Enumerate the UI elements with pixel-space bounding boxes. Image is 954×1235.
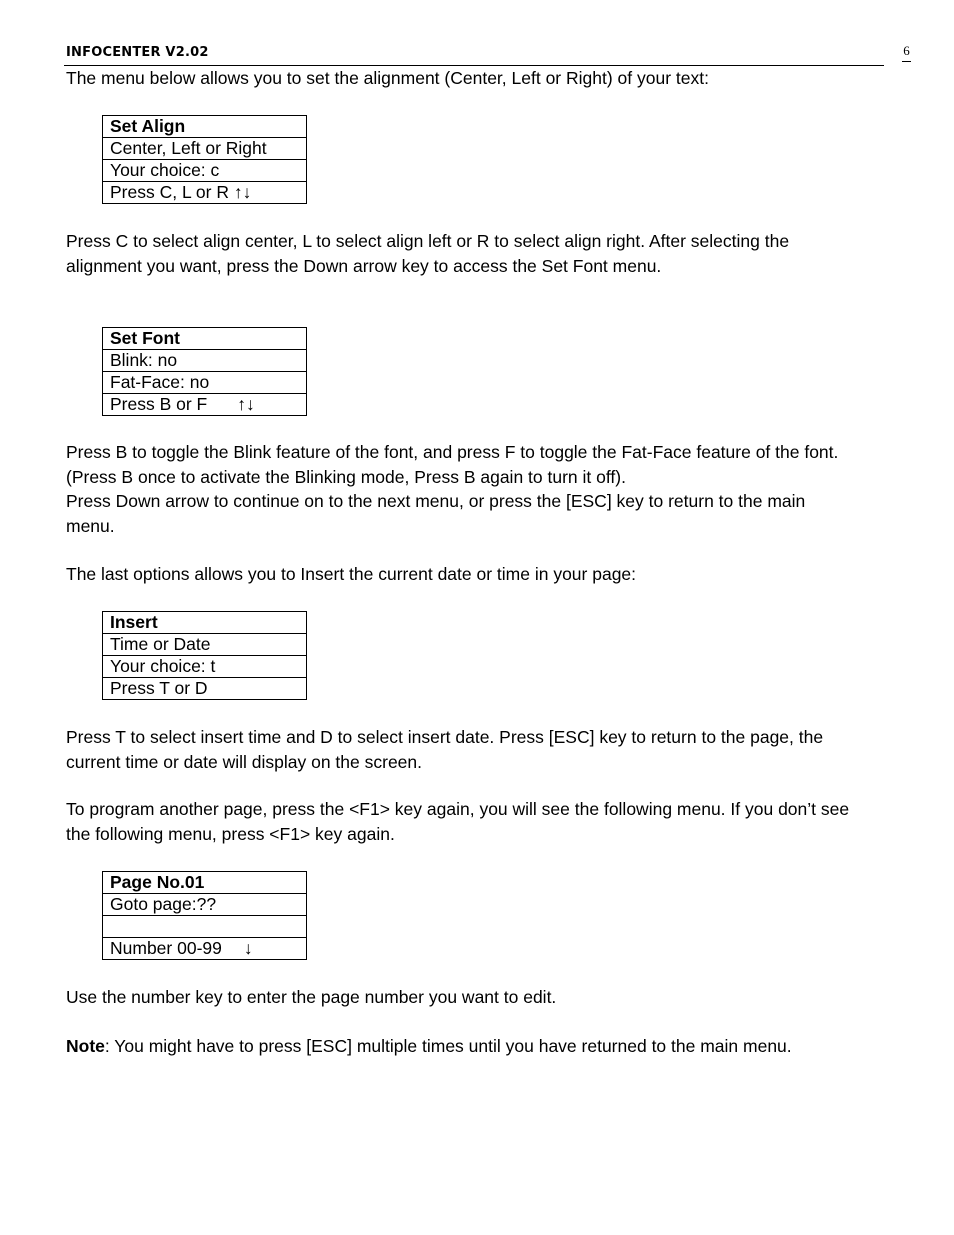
insert-row-options: Time or Date (103, 634, 307, 656)
font-instructions-line: (Press B once to activate the Blinking mode, Press B again to turn it off). (66, 466, 626, 487)
set-font-row-keys (103, 394, 307, 416)
program-page-instructions (66, 797, 916, 846)
align-instructions-line: alignment you want, press the Down arrow key to access the Set Font menu. (66, 255, 662, 276)
program-instructions-line: the following menu, press <F1> key again. (66, 823, 395, 844)
align-instructions (66, 229, 916, 278)
insert-instructions-line: Press T to select insert time and D to select insert date. Press [ESC] key to return to the page, the (66, 727, 824, 747)
page-menu-row-goto: Goto page:?? (103, 894, 307, 916)
insert-menu (102, 611, 307, 700)
note-text: : You might have to press [ESC] multiple times until you have returned to the main menu. (104, 1036, 792, 1056)
set-align-row-choice: Your choice: c (103, 160, 307, 182)
set-font-menu (102, 327, 307, 416)
font-instructions-line: Press Down arrow to continue on to the next menu, or press the [ESC] key to return to the main (66, 491, 806, 511)
page-menu-row-keys (103, 938, 307, 960)
page-menu-title: Page No.01 (103, 872, 307, 894)
set-font-row-fatface: Fat-Face: no (103, 372, 307, 394)
set-font-row-blink: Blink: no (103, 350, 307, 372)
insert-row-choice: Your choice: t (103, 656, 307, 678)
font-instructions-line: Press B to toggle the Blink feature of the font, and press F to toggle the Fat-Face feature of the font. (66, 442, 839, 462)
insert-intro-paragraph: The last options allows you to Insert the current date or time in your page: (66, 564, 637, 584)
set-align-keys-label: Press C, L or R (110, 182, 229, 202)
insert-row-keys: Press T or D (103, 678, 307, 700)
insert-instructions (66, 725, 916, 774)
set-align-row-options: Center, Left or Right (103, 138, 307, 160)
page-number-menu (102, 871, 307, 960)
font-instructions-line: menu. (66, 515, 115, 536)
note-label: Note (66, 1036, 105, 1056)
set-align-title: Set Align (103, 116, 307, 138)
align-instructions-line: Press C to select align center, L to select align left or R to select align right. After selecting the (66, 231, 790, 251)
number-key-paragraph: Use the number key to enter the page number you want to edit. (66, 987, 557, 1007)
page-number: 6 (902, 43, 911, 62)
up-down-arrow-icon: ↑↓ (237, 394, 255, 414)
header-title: INFOCENTER V2.02 (66, 45, 209, 60)
font-instructions (66, 440, 916, 538)
intro-paragraph: The menu below allows you to set the alignment (Center, Left or Right) of your text: (66, 68, 709, 88)
page-menu-row-empty (103, 916, 307, 938)
set-align-row-keys (103, 182, 307, 204)
up-down-arrow-icon: ↑↓ (233, 182, 252, 202)
set-align-menu (102, 115, 307, 204)
set-font-title: Set Font (103, 328, 307, 350)
insert-title: Insert (103, 612, 307, 634)
set-font-keys-label: Press B or F (110, 394, 208, 414)
insert-instructions-line: current time or date will display on the screen. (66, 751, 422, 772)
page-menu-keys-label: Number 00-99 (110, 938, 222, 958)
down-arrow-icon: ↓ (243, 938, 253, 958)
program-instructions-line: To program another page, press the <F1> key again, you will see the following menu. If you don’t see (66, 799, 850, 819)
note-paragraph (66, 1034, 916, 1059)
